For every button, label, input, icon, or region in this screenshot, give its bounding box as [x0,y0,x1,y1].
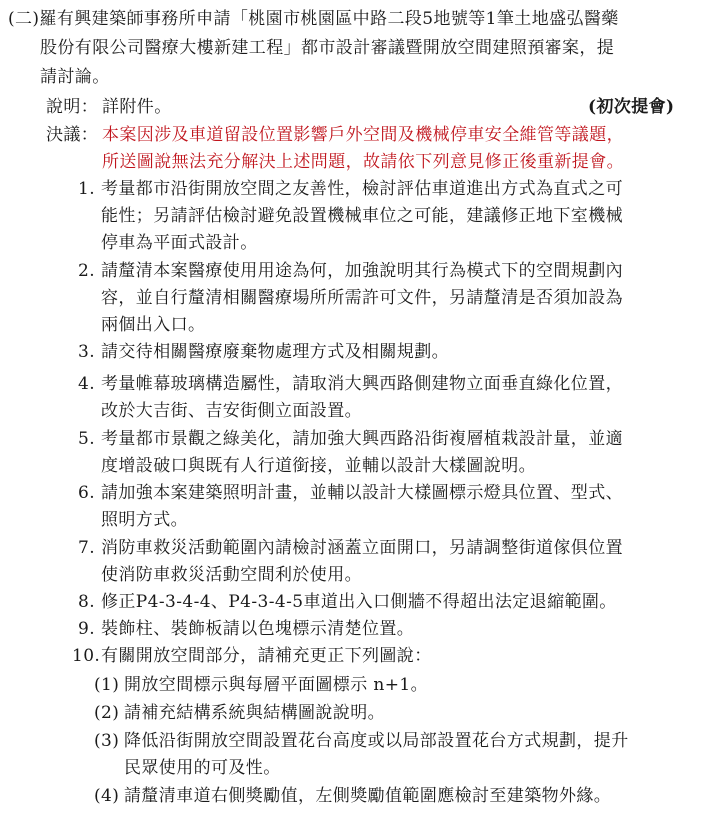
item-text: 請釐清本案醫療使用用途為何，加強說明其行為模式下的空間規劃內 [101,261,623,281]
item-text: 請加強本案建築照明計畫，並輔以設計大樣圖標示燈具位置、型式、 [101,483,623,503]
item-number: 8. [78,592,96,612]
item-number: 2. [78,261,96,281]
item-number: 7. [78,538,96,558]
item-text: 修正P4-3-4-4、P4-3-4-5車道出入口側牆不得超出法定退縮範圍。 [101,592,617,612]
item-number: 3. [78,342,96,362]
item-text: 能性；另請評估檢討避免設置機械車位之可能，建議修正地下室機械 [101,206,623,226]
resolution-label: 決議： [46,125,99,145]
item-text: 考量都市沿街開放空間之友善性，檢討評估車道進出方式為直式之可 [101,179,623,199]
sub-item-number: (3) [94,731,120,751]
sub-item-text: 降低沿街開放空間設置花台高度或以局部設置花台方式規劃，提升 [124,731,629,751]
item-text: 照明方式。 [101,510,188,530]
item-number: 6. [78,483,96,503]
item-text: 停車為平面式設計。 [101,233,258,253]
item-text: 容，並自行釐清相關醫療場所所需許可文件，另請釐清是否須加設為 [101,288,623,308]
sub-item-text: 開放空間標示與每層平面圖標示 n+1。 [124,675,429,695]
sub-item-text: 請補充結構系統與結構圖說說明。 [124,703,385,723]
item-text: 消防車救災活動範圍內請檢討涵蓋立面開口，另請調整街道傢俱位置 [101,538,623,558]
item-text: 考量帷幕玻璃構造屬性，請取消大興西路側建物立面垂直綠化位置， [101,374,623,394]
item-number: 5. [78,429,96,449]
item-text: 度增設破口與既有人行道銜接，並輔以設計大樣圖說明。 [101,456,536,476]
item-text: 有關開放空間部分，請補充更正下列圖說： [101,646,432,666]
item-number: 10. [72,646,101,666]
item-number: 1. [78,179,96,199]
item-text: 改於大吉街、吉安街側立面設置。 [101,401,362,421]
sub-item-number: (4) [94,786,120,806]
agenda-heading-line-2: 股份有限公司醫療大樓新建工程」都市設計審議暨開放空間建照預審案，提 [40,38,615,58]
resolution-line-1: 本案因涉及車道留設位置影響戶外空間及機械停車安全維管等議題， [102,125,624,145]
sub-item-number: (1) [94,675,120,695]
item-number: 9. [78,619,96,639]
item-text: 請交待相關醫療廢棄物處理方式及相關規劃。 [101,342,449,362]
resolution-line-2: 所送圖說無法充分解決上述問題，故請依下列意見修正後重新提會。 [102,152,624,172]
submission-tag: (初次提會) [588,97,675,117]
agenda-heading-line-1: (二)羅有興建築師事務所申請「桃園市桃園區中路二段5地號等1筆土地盛弘醫藥 [8,9,619,29]
agenda-heading-line-3: 請討論。 [40,67,110,87]
item-text: 考量都市景觀之綠美化，請加強大興西路沿街複層植栽設計量，並適 [101,429,623,449]
explanation-label: 說明： [46,97,99,117]
sub-item-text: 請釐清車道右側獎勵值，左側獎勵值範圍應檢討至建築物外緣。 [124,786,612,806]
sub-item-number: (2) [94,703,120,723]
explanation-text: 詳附件。 [102,97,172,117]
item-text: 使消防車救災活動空間利於使用。 [101,565,362,585]
item-number: 4. [78,374,96,394]
item-text: 兩個出入口。 [101,315,206,335]
sub-item-text: 民眾使用的可及性。 [124,758,281,778]
item-text: 裝飾柱、裝飾板請以色塊標示清楚位置。 [101,619,415,639]
